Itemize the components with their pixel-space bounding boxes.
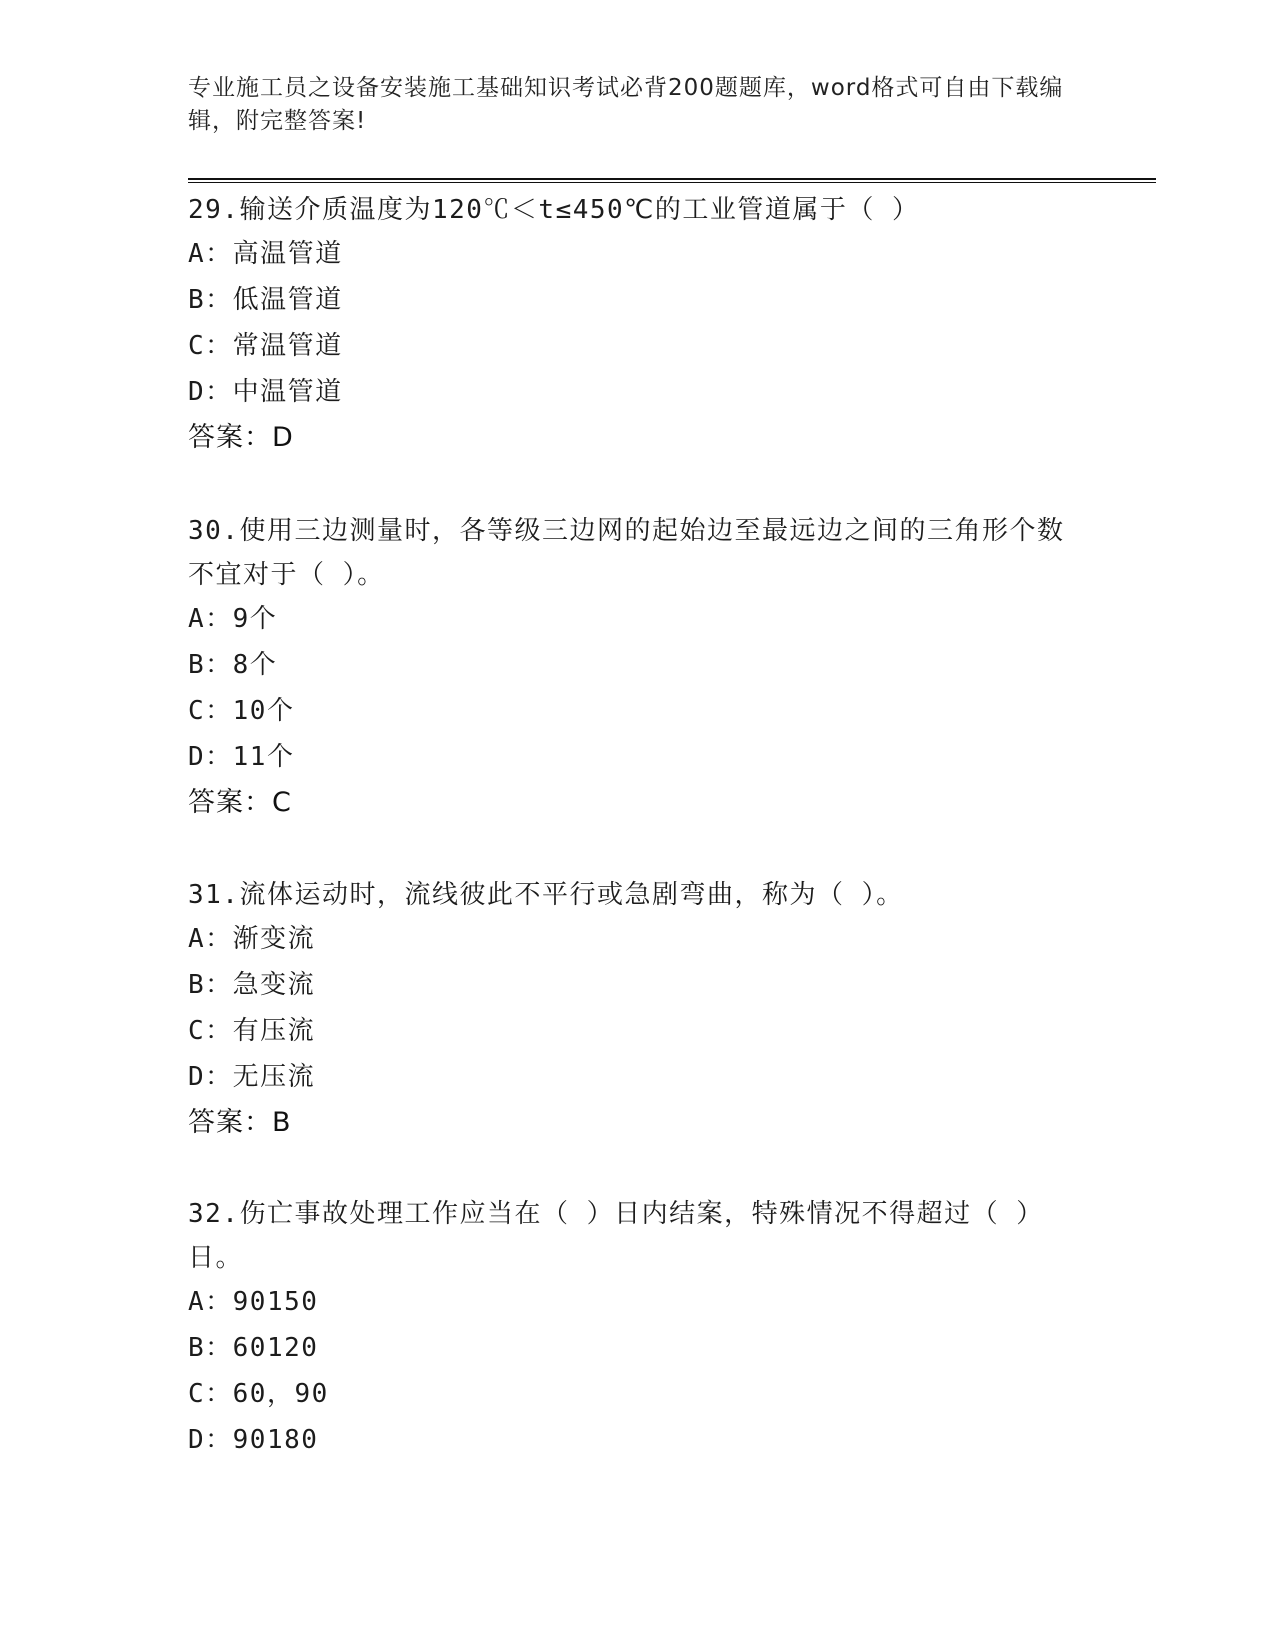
option-d: D：无压流 (188, 1062, 316, 1092)
question-stem: 30.使用三边测量时，各等级三边网的起始边至最远边之间的三角形个数不宜对于（ ）。 (188, 516, 1065, 590)
option-d: D：11个 (188, 742, 295, 772)
answer-line: 答案：D (188, 422, 294, 453)
option-d: D：90180 (188, 1425, 319, 1455)
question-29 (188, 188, 1088, 460)
option-c: C：60，90 (188, 1379, 329, 1409)
option-a: A：高温管道 (188, 239, 343, 269)
option-b: B：60120 (188, 1333, 319, 1363)
option-b: B：低温管道 (188, 285, 343, 315)
option-c: C：10个 (188, 696, 295, 726)
question-32 (188, 1192, 1088, 1464)
answer-line: 答案：C (188, 787, 292, 818)
option-a: A：渐变流 (188, 924, 316, 954)
option-c: C：有压流 (188, 1016, 316, 1046)
question-stem: 29.输送介质温度为120℃＜t≤450℃的工业管道属于（ ） (188, 195, 920, 225)
question-31 (188, 873, 1088, 1145)
question-30 (188, 509, 1088, 825)
header-divider (188, 178, 1156, 183)
answer-line: 答案：B (188, 1107, 292, 1138)
option-c: C：常温管道 (188, 331, 343, 361)
option-b: B：8个 (188, 650, 278, 680)
question-stem: 31.流体运动时，流线彼此不平行或急剧弯曲，称为（ ）。 (188, 880, 904, 910)
document-header: 专业施工员之设备安装施工基础知识考试必背200题题库，word格式可自由下载编辑，附完整答案! (188, 75, 1064, 134)
option-d: D：中温管道 (188, 377, 343, 407)
option-a: A：90150 (188, 1287, 319, 1317)
question-stem: 32.伤亡事故处理工作应当在（ ）日内结案，特殊情况不得超过（ ）日。 (188, 1199, 1044, 1273)
option-a: A：9个 (188, 604, 278, 634)
option-b: B：急变流 (188, 970, 316, 1000)
